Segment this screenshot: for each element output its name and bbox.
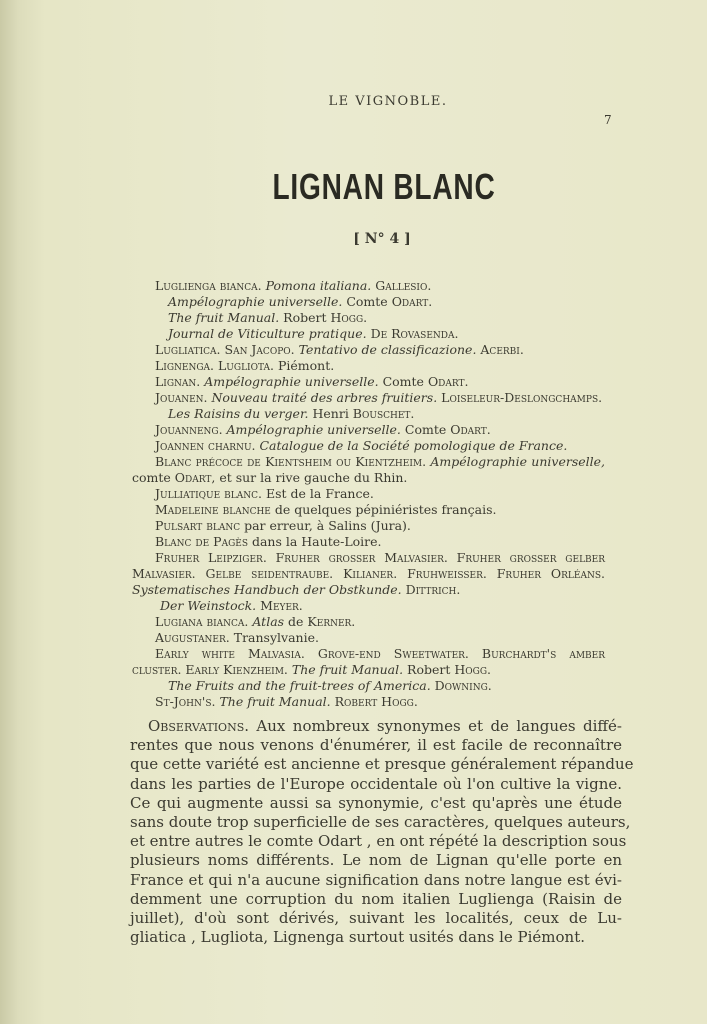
work-title: Pomona italiana. <box>265 278 376 293</box>
page-number: 7 <box>604 113 612 127</box>
work-title: Ampélographie universelle. <box>168 294 347 309</box>
work-title: The fruit Manual. <box>291 662 408 677</box>
name-smallcaps: Hogg. <box>330 310 368 325</box>
text: dans la Haute-Loire. <box>251 534 382 549</box>
text: France et qui n'a aucune signification dans notre langue est évi- <box>130 870 622 889</box>
work-title: Der Weinstock. <box>160 598 261 613</box>
work-title: Atlas <box>252 614 289 629</box>
name-smallcaps: Lignenga. Lugliota. <box>155 358 278 373</box>
work-title: Catalogue de la Société pomologique de France. <box>259 438 568 453</box>
synonym-line <box>155 342 524 358</box>
synonym-line <box>155 486 374 502</box>
name-smallcaps: Odart. <box>450 422 491 437</box>
synonym-line <box>155 550 605 566</box>
name-smallcaps: Lignan. <box>155 374 205 389</box>
name-smallcaps: Meyer. <box>260 598 303 613</box>
paragraph-line <box>130 775 622 794</box>
name-smallcaps: Odart <box>174 470 212 485</box>
name-smallcaps: Julliatique blanc. <box>155 486 266 501</box>
paragraph-line <box>130 909 622 928</box>
work-title: Ampélographie universelle. <box>226 422 405 437</box>
work-title: Les Raisins du verger. <box>168 406 313 421</box>
paragraph-line <box>130 871 622 890</box>
text: Piémont. <box>277 358 335 373</box>
text: dans les parties de l'Europe occidentale où l'on cultive la vigne. <box>130 774 622 793</box>
text: Comte <box>346 294 392 309</box>
synonym-line <box>155 502 497 518</box>
text: et entre autres le comte Odart , en ont répété la description sous <box>130 832 627 851</box>
name-smallcaps: Augustaner. <box>155 630 234 645</box>
synonym-line <box>132 566 605 582</box>
synonym-line <box>155 534 382 550</box>
work-title: Nouveau traité des arbres fruitiers. <box>211 390 442 405</box>
synonym-line <box>160 598 303 614</box>
synonym-line <box>155 646 605 662</box>
work-title: The fruit Manual. <box>219 694 335 709</box>
synonym-line <box>155 694 418 710</box>
name-smallcaps: Malvasier. Gelbe seidentraube. Kilianer. Fruhweisser. Fruher Orléans. <box>132 566 605 581</box>
synonym-line <box>155 390 602 406</box>
work-title: Ampélographie universelle, <box>430 454 605 469</box>
name-smallcaps: Acerbi. <box>480 342 524 357</box>
synonym-line <box>155 278 431 294</box>
text: Est de la France. <box>265 486 374 501</box>
synonym-line <box>155 630 319 646</box>
name-smallcaps: Dittrich. <box>405 582 461 597</box>
synonym-line <box>155 438 567 454</box>
text: Henri <box>312 406 353 421</box>
name-smallcaps: Odart. <box>427 374 469 389</box>
observations-label: Observations. <box>148 717 250 735</box>
name-smallcaps: Luglienga bianca. <box>155 278 266 293</box>
name-smallcaps: Blanc de Pagès <box>155 534 252 549</box>
synonym-line <box>168 406 414 422</box>
text: demment une corruption du nom italien Luglienga (Raisin de <box>130 889 622 908</box>
running-head: LE VIGNOBLE. <box>328 94 448 109</box>
text: Aux nombreux synonymes et de langues diffé- <box>249 717 622 735</box>
synonym-line <box>155 358 334 374</box>
paragraph-line <box>130 928 622 947</box>
text: rentes que nous venons d'énumérer, il est facile de reconnaître <box>130 736 622 755</box>
synonym-line <box>155 454 605 470</box>
text: comte <box>132 470 175 485</box>
synonym-line <box>132 662 491 678</box>
text: Comte <box>404 422 451 437</box>
synonym-line <box>168 294 432 310</box>
work-title: Systematisches Handbuch der Obstkunde. <box>132 582 406 597</box>
name-smallcaps: Odart. <box>391 294 433 309</box>
name-smallcaps: Jouanen. <box>155 390 212 405</box>
name-smallcaps: Lugliatica. San Jacopo. <box>155 342 299 357</box>
text: que cette variété est ancienne et presque généralement répandue <box>130 755 634 774</box>
name-smallcaps: Loiseleur-Deslongchamps. <box>441 390 603 405</box>
text: , et sur la rive gauche du Rhin. <box>211 470 408 485</box>
paragraph-line <box>130 794 622 813</box>
synonym-line <box>155 518 411 534</box>
work-title: The Fruits and the fruit-trees of America. <box>168 678 435 693</box>
work-title: Tentativo de classificazione. <box>298 342 481 357</box>
text: Robert <box>283 310 331 325</box>
synonym-line <box>168 310 367 326</box>
work-title: Journal de Viticulture pratique. <box>168 326 371 341</box>
text: Robert <box>407 662 455 677</box>
paragraph-line <box>130 755 634 774</box>
name-smallcaps: De Rovasenda. <box>370 326 459 341</box>
paragraph-line <box>130 736 622 755</box>
name-smallcaps: Madeleine blanche <box>155 502 275 517</box>
name-smallcaps: Pulsart blanc <box>155 518 245 533</box>
paragraph-line <box>130 851 622 870</box>
name-smallcaps: Early white Malvasia. Grove-end Sweetwater. Burchardt's amber <box>155 646 605 661</box>
text: Ce qui augmente aussi sa synonymie, c'est qu'après une étude <box>130 793 622 812</box>
paragraph-line <box>148 717 622 736</box>
name-smallcaps: Downing. <box>434 678 492 693</box>
name-smallcaps: Blanc précoce de Kientsheim ou Kientzheim. <box>155 454 431 469</box>
paragraph-line <box>130 832 627 851</box>
name-smallcaps: St-John's. <box>155 694 220 709</box>
name-smallcaps: Fruher Leipziger. Fruher grosser Malvasier. Fruher grosser gelber <box>155 550 605 565</box>
synonym-line <box>155 422 491 438</box>
name-smallcaps: Lugiana bianca. <box>155 614 253 629</box>
synonym-line <box>132 582 460 598</box>
text: de <box>288 614 308 629</box>
text: de quelques pépiniéristes français. <box>274 502 497 517</box>
synonym-line <box>168 678 492 694</box>
synonym-line <box>168 326 458 342</box>
name-smallcaps: Robert Hogg. <box>334 694 418 709</box>
paragraph-line <box>130 890 622 909</box>
text: par erreur, à Salins (Jura). <box>244 518 411 533</box>
work-title: The fruit Manual. <box>168 310 284 325</box>
name-smallcaps: cluster. Early Kienzheim. <box>132 662 292 677</box>
name-smallcaps: Gallesio. <box>375 278 432 293</box>
paragraph-line <box>130 813 631 832</box>
name-smallcaps: Bouschet. <box>352 406 415 421</box>
synonym-line <box>132 470 407 486</box>
name-smallcaps: Joannen charnu. <box>155 438 260 453</box>
synonym-line <box>155 374 469 390</box>
variety-number: [ N° 4 ] <box>353 231 411 247</box>
synonym-line <box>155 614 355 630</box>
text: plusieurs noms différents. Le nom de Lignan qu'elle porte en <box>130 851 622 870</box>
page-title: LIGNAN BLANC <box>272 166 496 207</box>
text: Transylvanie. <box>233 630 319 645</box>
text: sans doute trop superficielle de ses caractères, quelques auteurs, <box>130 813 631 831</box>
work-title: Ampélographie universelle. <box>204 374 383 389</box>
name-smallcaps: Kerner. <box>307 614 356 629</box>
text: Comte <box>382 374 428 389</box>
text: juillet), d'où sont dérivés, suivant les localités, ceux de Lu- <box>130 909 622 927</box>
name-smallcaps: Hogg. <box>454 662 491 677</box>
name-smallcaps: Jouanneng. <box>155 422 227 437</box>
text: gliatica , Lugliota, Lignenga surtout usités dans le Piémont. <box>130 928 586 947</box>
